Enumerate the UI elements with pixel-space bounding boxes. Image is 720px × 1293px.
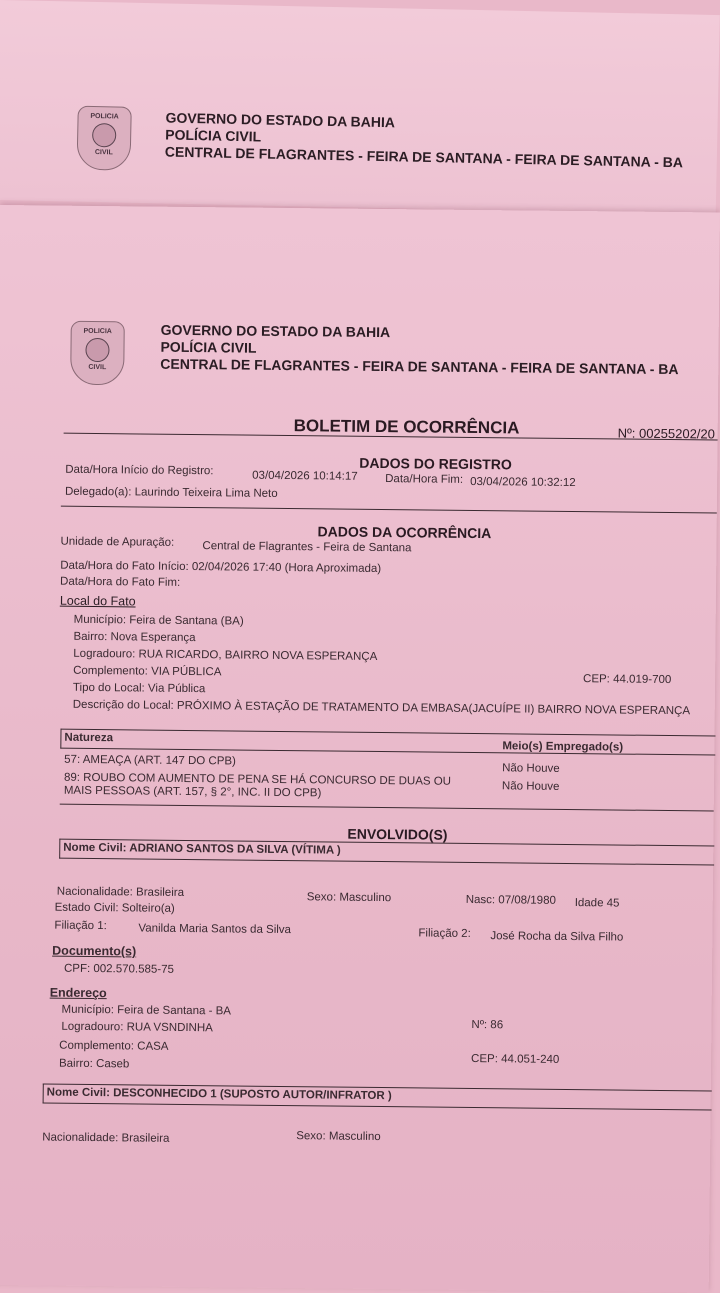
fato-fim: Data/Hora do Fato Fim: <box>59 575 181 589</box>
local-complemento: Complemento: VIA PÚBLICA <box>73 664 222 679</box>
envolvido-2-nacionalidade: Nacionalidade: Brasileira <box>42 1131 170 1145</box>
unidade-value: Central de Flagrantes - Feira de Santana <box>202 540 412 555</box>
envolvido-1-filiacao2: José Rocha da Silva Filho <box>490 930 624 944</box>
registro-inicio-label: Data/Hora Início do Registro: <box>65 463 214 478</box>
local-descricao: Descrição do Local: PRÓXIMO À ESTAÇÃO DE TRATAMENTO DA EMBASA(JACUÍPE II) BAIRRO NOVA ESPERANÇA <box>72 698 691 718</box>
divider <box>61 506 717 514</box>
badge-text-top: POLICIA <box>83 327 112 336</box>
registro-fim-value: 03/04/2026 10:32:12 <box>470 475 576 490</box>
envolvido-2-sexo: Sexo: Masculino <box>296 1130 381 1144</box>
document-title: BOLETIM DE OCORRÊNCIA <box>293 416 520 438</box>
police-badge-icon <box>70 321 125 386</box>
header-line-1: GOVERNO DO ESTADO DA BAHIA <box>165 109 396 131</box>
section-registro: DADOS DO REGISTRO <box>359 454 512 473</box>
emblem-icon <box>85 338 109 362</box>
natureza-row-1: 57: AMEAÇA (ART. 147 DO CPB) <box>64 753 236 768</box>
meio-row-1: Não Houve <box>502 762 560 775</box>
badge-text-top: POLICIA <box>90 112 119 121</box>
local-logradouro: Logradouro: RUA RICARDO, BAIRRO NOVA ESPERANÇA <box>73 647 378 663</box>
document-number: Nº: 00255202/20 <box>617 425 716 442</box>
envolvido-1-sexo: Sexo: Masculino <box>306 891 392 905</box>
natureza-row-2: 89: ROUBO COM AUMENTO DE PENA SE HÁ CONCURSO DE DUAS OU <box>63 771 452 788</box>
header-block <box>160 322 679 378</box>
fato-inicio: Data/Hora do Fato Início: 02/04/2026 17:40 (Hora Aproximada) <box>60 559 382 576</box>
natureza-row-2-cont: MAIS PESSOAS (ART. 157, § 2°, INC. II DO CPB) <box>63 784 322 800</box>
meio-row-2: Não Houve <box>501 780 560 793</box>
badge-text-bottom: CIVIL <box>94 149 113 157</box>
envolvido-1-filiacao2-label: Filiação 2: <box>418 927 471 940</box>
header-line-2: POLÍCIA CIVIL <box>165 126 262 145</box>
registro-inicio-value: 03/04/2026 10:14:17 <box>252 469 358 483</box>
local-bairro: Bairro: Nova Esperança <box>73 630 196 645</box>
envolvido-1-nasc: Nasc: 07/08/1980 <box>465 893 556 907</box>
main-page <box>0 205 720 1292</box>
envolvido-1-estado-civil: Estado Civil: Solteiro(a) <box>54 901 175 915</box>
endereco-bairro: Bairro: Caseb <box>58 1057 130 1071</box>
endereco-cep: CEP: 44.051-240 <box>471 1052 560 1066</box>
envolvido-1-idade: Idade 45 <box>574 897 620 910</box>
emblem-icon <box>92 123 116 147</box>
envolvido-1-filiacao1-label: Filiação 1: <box>54 919 107 933</box>
natureza-col-header: Natureza <box>64 731 114 745</box>
local-municipio: Município: Feira de Santana (BA) <box>73 613 244 628</box>
delegado: Delegado(a): Laurindo Teixeira Lima Neto <box>64 485 278 500</box>
envolvido-1-nacionalidade: Nacionalidade: Brasileira <box>56 885 185 899</box>
envolvido-2-nome: Nome Civil: DESCONHECIDO 1 (SUPOSTO AUTOR/INFRATOR ) <box>46 1086 392 1103</box>
meio-col-header: Meio(s) Empregado(s) <box>502 740 624 754</box>
header-line-3: CENTRAL DE FLAGRANTES - FEIRA DE SANTANA - FEIRA DE SANTANA - BA <box>164 143 684 171</box>
unidade-label: Unidade de Apuração: <box>60 535 175 549</box>
section-ocorrencia: DADOS DA OCORRÊNCIA <box>317 523 492 542</box>
envolvido-1-cpf: CPF: 002.570.585-75 <box>63 962 175 976</box>
endereco-municipio: Município: Feira de Santana - BA <box>61 1003 232 1018</box>
police-badge-icon <box>76 106 131 171</box>
header-line-2: POLÍCIA CIVIL <box>160 338 257 356</box>
local-cep: CEP: 44.019-700 <box>583 673 672 687</box>
endereco-numero: Nº: 86 <box>471 1018 504 1032</box>
endereco-title: Endereço <box>49 985 107 1001</box>
endereco-complemento: Complemento: CASA <box>59 1039 169 1053</box>
local-title: Local do Fato <box>59 593 136 609</box>
header-line-1: GOVERNO DO ESTADO DA BAHIA <box>160 321 391 341</box>
documentos-title: Documento(s) <box>52 943 137 959</box>
local-tipo: Tipo do Local: Via Pública <box>72 681 206 696</box>
header-block-top <box>165 109 684 171</box>
previous-page <box>0 0 720 215</box>
badge-text-bottom: CIVIL <box>88 363 107 372</box>
envolvido-1-filiacao1: Vanilda Maria Santos da Silva <box>138 922 292 937</box>
section-envolvidos: ENVOLVIDO(S) <box>347 825 448 843</box>
registro-fim-label: Data/Hora Fim: <box>385 473 464 486</box>
envolvido-1-nome: Nome Civil: ADRIANO SANTOS DA SILVA (VÍTIMA ) <box>63 841 341 857</box>
header-line-3: CENTRAL DE FLAGRANTES - FEIRA DE SANTANA - FEIRA DE SANTANA - BA <box>160 355 679 378</box>
endereco-logradouro: Logradouro: RUA VSNDINHA <box>61 1020 213 1035</box>
divider <box>60 804 714 812</box>
